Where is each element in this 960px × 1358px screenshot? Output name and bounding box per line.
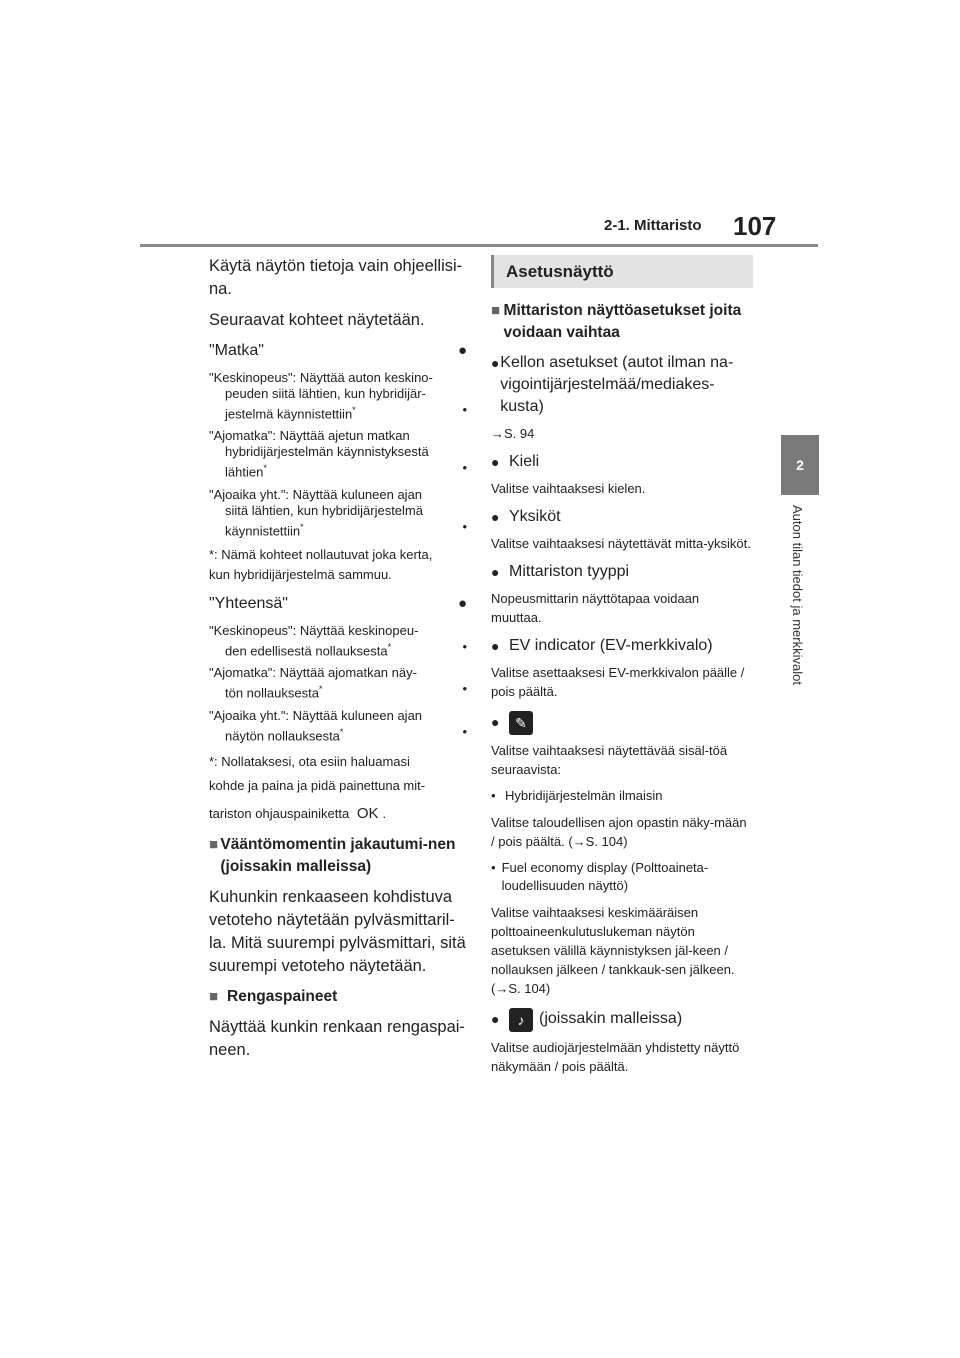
tire-text: Näyttää kunkin renkaan rengaspai-neen. <box>209 1017 465 1059</box>
ev-text: Valitse asettaaksesi EV-merkkivalon päälle / pois päältä. <box>491 665 745 699</box>
eco-item: ● ✎ <box>491 711 753 735</box>
eco-bullet: • Hybridijärjestelmän ilmaisin <box>491 788 663 803</box>
eco-bullet-text: Valitse vaihtaaksesi keskimääräisen polttoaineenkulutuslukeman näytön asetuksen välillä käynnistyksen jäl-keen / nollauksen jälkeen / tankkauk-sen jälkeen. (→S. 104) <box>491 905 735 996</box>
meter-type-item: ● Mittariston tyyppi <box>491 563 630 580</box>
audio-text: Valitse audiojärjestelmään yhdistetty näyttö näkymään / pois päältä. <box>491 1040 740 1074</box>
torque-heading: ■ Vääntömomentin jakautumi-nen (joissakin malleissa) <box>209 834 467 878</box>
music-note-icon: ♪ <box>509 1008 533 1032</box>
chapter-side-label: Auton tilan tiedot ja merkkivalot <box>790 505 805 685</box>
lang-item: ● Kieli <box>491 453 540 470</box>
tire-heading: ■ Rengaspaineet <box>209 986 467 1008</box>
units-text: Valitse vaihtaaksesi näytettävät mitta-yksiköt. <box>491 536 751 551</box>
square-bullet-icon: ■ <box>209 835 219 853</box>
square-bullet-icon: ■ <box>209 987 219 1005</box>
matka-heading: "Matka" ● <box>209 342 467 359</box>
settings-heading: ■ Mittariston näyttöasetukset joita voidaan vaihtaa <box>491 300 753 344</box>
clock-ref: →S. 94 <box>491 426 535 441</box>
matka-item: "Ajoaika yht.": Näyttää kuluneen ajan siitä lähtien, kun hybridijärjestelmä käynnistettiin* • <box>209 486 467 538</box>
clock-item: ● Kellon asetukset (autot ilman na-vigointijärjestelmää/mediakes-kusta) <box>491 354 734 415</box>
yhteensa-item: "Ajoaika yht.": Näyttää kuluneen ajan näytön nollauksesta* • <box>209 707 467 743</box>
yhteensa-item: "Keskinopeus": Näyttää keskinopeu- den edellisestä nollauksesta* • <box>209 622 467 659</box>
header-rule <box>140 244 818 247</box>
torque-text: Kuhunkin renkaaseen kohdistuva vetoteho näytetään pylväsmittaril-la. Mitä suurempi pylväsmittari, sitä suurempi vetoteho näytetään. <box>209 887 466 975</box>
lang-text: Valitse vaihtaaksesi kielen. <box>491 481 646 496</box>
page-number: 107 <box>733 211 777 241</box>
ev-item: ● EV indicator (EV-merkkivalo) <box>491 637 713 654</box>
footnote: *: Nämä kohteet nollautuvat joka kerta, kun hybridijärjestelmä sammuu. <box>209 546 433 582</box>
units-item: ● Yksiköt <box>491 508 561 525</box>
section-band: Asetusnäyttö <box>491 255 753 288</box>
leaf-icon: ✎ <box>509 711 533 735</box>
square-bullet-icon: ■ <box>491 302 501 319</box>
eco-text: Valitse vaihtaaksesi näytettävää sisäl-töä seuraavista: <box>491 743 728 777</box>
intro-text-2: Seuraavat kohteet näytetään. <box>209 311 425 329</box>
audio-item: ● ♪ (joissakin malleissa) <box>491 1008 753 1032</box>
intro-text: Käytä näytön tietoja vain ohjeellisi-na. <box>209 257 463 298</box>
section-title: 2-1. Mittaristo <box>604 217 702 234</box>
yhteensa-heading: "Yhteensä" ● <box>209 594 467 612</box>
yhteensa-item: "Ajomatka": Näyttää ajomatkan näy- tön nollauksesta* • <box>209 665 467 701</box>
eco-bullet: • Fuel economy display (Polttoaineta-loudellisuuden näyttö) <box>491 860 709 893</box>
matka-item: "Keskinopeus": Näyttää auton keskino- peuden siitä lähtien, kun hybridijär- jestelmä käynnistettiin* • <box>209 370 467 422</box>
chapter-tab: 2 <box>781 435 819 495</box>
ok-button-icon: OK <box>356 804 379 822</box>
matka-item: "Ajomatka": Näyttää ajetun matkan hybridijärjestelmän käynnistyksestä lähtien* • <box>209 428 467 480</box>
right-column <box>491 255 753 1084</box>
footnote: *: Nollataksesi, ota esiin haluamasi kohde ja paina ja pidä painettuna mit- tariston ohjauspainiketta OK . <box>209 753 426 822</box>
left-column <box>209 255 467 1070</box>
eco-bullet-text: Valitse taloudellisen ajon opastin näky-mään / pois päältä. (→S. 104) <box>491 815 747 849</box>
meter-type-text: Nopeusmittarin näyttötapaa voidaan muuttaa. <box>491 591 700 625</box>
